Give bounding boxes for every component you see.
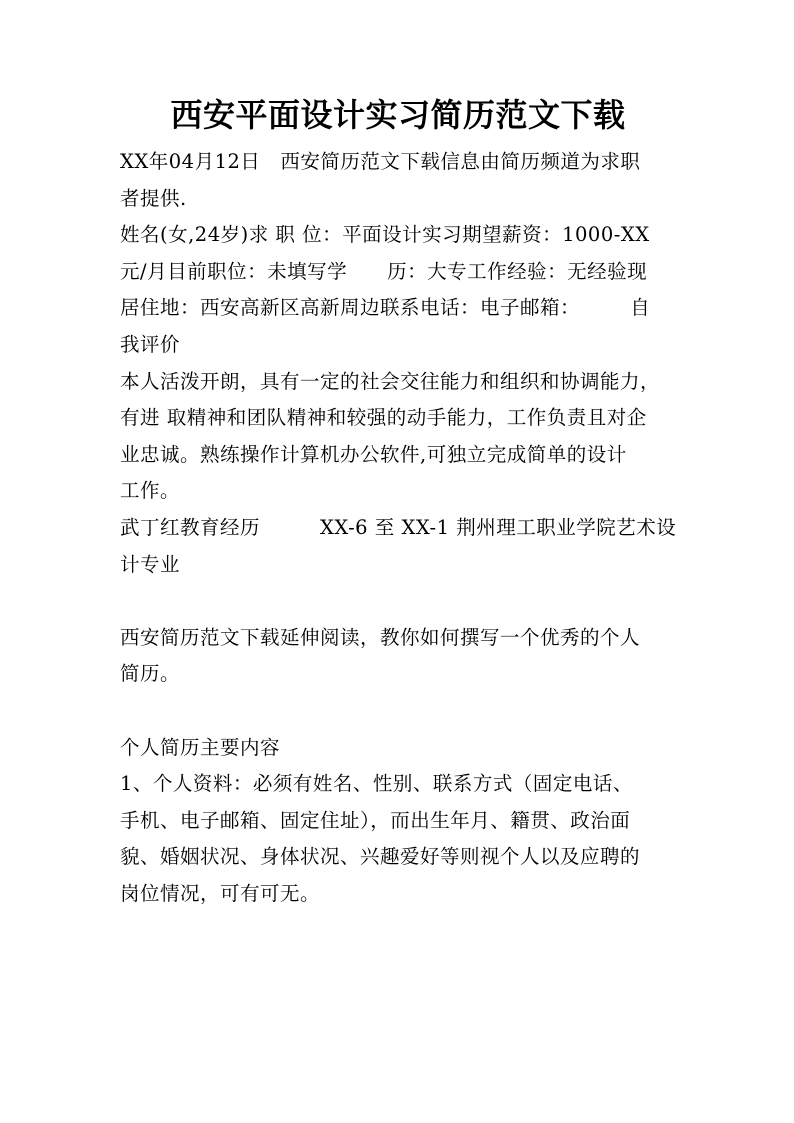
text-line-self-evaluation-2: 有进 取精神和团队精神和较强的动手能力，工作负责且对企: [120, 406, 647, 430]
text-line-provider: 者提供.: [120, 186, 187, 210]
text-line-personal-info-3: 貌、婚姻状况、身体状况、兴趣爱好等则视个人以及应聘的: [120, 845, 641, 869]
text-line-personal-info-2: 手机、电子邮箱、固定住址），而出生年月、籍贯、政治面: [120, 808, 631, 832]
document-body: [120, 144, 676, 912]
document-title: 西安平面设计实习简历范文下载: [170, 96, 626, 134]
blank-line: [120, 583, 676, 620]
text-line-self-evaluation-3: 业忠诚。熟练操作计算机办公软件,可独立完成简单的设计: [120, 442, 627, 466]
text-line-residence-contact: 居住地：西安高新区高新周边联系电话：电子邮箱： 自: [120, 296, 651, 320]
text-line-self-evaluation-heading: 我评价: [120, 332, 181, 356]
text-line-extended-reading-2: 简历。: [120, 662, 181, 686]
text-line-education-2: 计专业: [120, 552, 181, 576]
text-line-personal-info-4: 岗位情况，可有可无。: [120, 881, 321, 905]
text-line-self-evaluation-4: 工作。: [120, 479, 181, 503]
text-line-education-1: 武丁红教育经历 XX-6 至 XX-1 荆州理工职业学院艺术设: [120, 515, 677, 539]
document-page: [120, 92, 676, 912]
text-line-current-position: 元/月目前职位：未填写学 历：大专工作经验：无经验现: [120, 259, 648, 283]
text-line-date-intro: XX年04月12日 西安简历范文下载信息由简历频道为求职: [120, 150, 641, 173]
text-line-personal-info-1: 1、个人资料：必须有姓名、性别、联系方式（固定电话、: [120, 772, 633, 796]
text-line-name-position: 姓名(女,24岁)求 职 位：平面设计实习期望薪资：1000-XX: [120, 223, 650, 247]
blank-line: [120, 693, 676, 730]
text-line-main-content-heading: 个人简历主要内容: [120, 735, 281, 759]
text-line-extended-reading-1: 西安简历范文下载延伸阅读，教你如何撰写一个优秀的个人: [120, 625, 641, 649]
text-line-self-evaluation-1: 本人活泼开朗，具有一定的社会交往能力和组织和协调能力，: [120, 369, 661, 393]
